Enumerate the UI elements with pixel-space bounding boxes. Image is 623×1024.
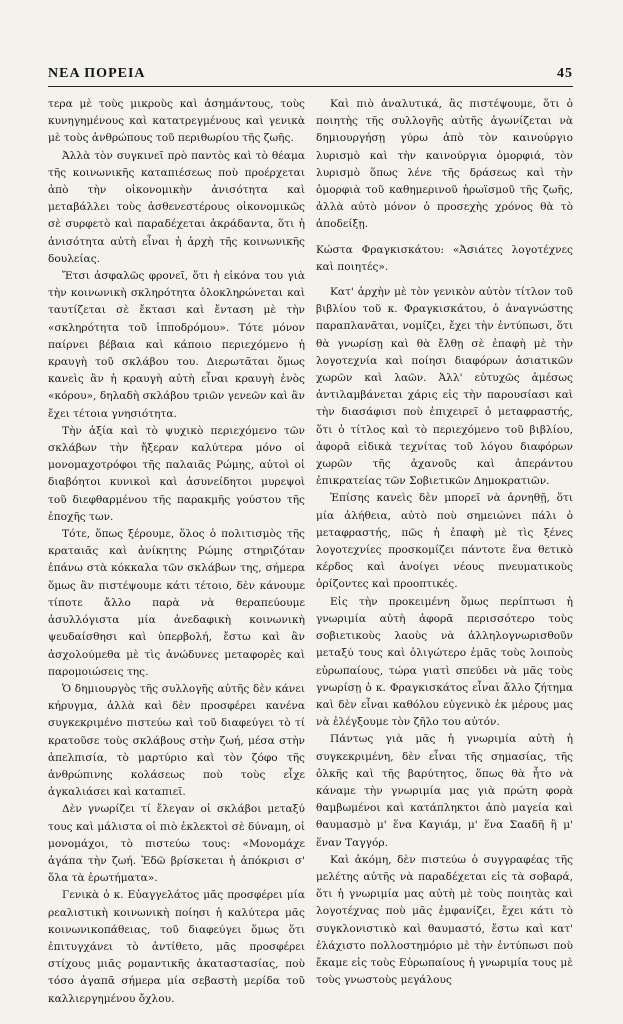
right-paragraph-1: Καὶ πιὸ ἀναλυτικά, ἂς πιστέψουμε, ὅτι ὁ ποιητὴς τῆς συλλογῆς αὐτῆς ἀγωνίζεται νὰ δημιουργήσῃ γύρω ἀπὸ τὸν καινούργιο λυρισμὸ καὶ τὴν καινούργια ὁμορφιά, τὸν λυρισμὸ ὅπως λένε τῆς δράσεως καὶ τὴν ὁμορφιὰ τοῦ καθημερινοῦ ἡρωϊσμοῦ τῆς ζωῆς, ἀλλὰ αὐτὸ μόνον ὁ προσεχὴς χρόνος θὰ τὸ ἀποδείξῃ. <box>316 98 573 231</box>
left-paragraph-6: Ὁ δημιουργὸς τῆς συλλογῆς αὐτῆς δὲν κάνει κήρυγμα, ἀλλὰ καὶ δὲν προσφέρει κανένα συγκεκριμένο πιστεύω καὶ τοῦ διαφεύγει τὸ τί κρατοῦσε τοὺς σκλάβους στὴν ζωή, μέσα στὴν ἀπελπισία, τὸ μαρτύριο καὶ τὸν ζόφο τῆς ἀνθρώπινης κολάσεως ποὺ τοὺς εἶχε ἀγκαλιάσει καὶ καταπιεῖ. <box>48 682 305 799</box>
right-paragraph-4: Εἰς τὴν προκειμένη ὅμως περίπτωσι ἡ γνωριμία αὐτὴ ἀφορᾶ περισσότερο τοὺς σοβιετικοὺς λαοὺς νὰ ἀλληλογνωρισθοῦν μεταξύ τους καὶ ὀλιγώτερο ἐμᾶς τοὺς λοιποὺς εὐρωπαίους, τώρα γιατὶ σπεύδει νὰ μᾶς τοὺς γνωρίσῃ ὁ κ. Φραγκισκάτος εἶναι ἄλλο ζήτημα καὶ δὲν εἶναι καθόλου εὐγενικὸ ἐκ μέρους μας νὰ ἐλέγξουμε τὸν ζῆλο του αὐτόν. <box>316 595 573 729</box>
right-paragraph-2: Κατ' ἀρχὴν μὲ τὸν γενικὸν αὐτὸν τίτλον τοῦ βιβλίου τοῦ κ. Φραγκισκάτου, ὁ ἀναγνώστης παραπλανᾶται, νομίζει, ἔχει τὴν ἐντύπωσι, ὅτι θὰ γνωρίσῃ καὶ θὰ ἔλθῃ σὲ ἐπαφὴ μὲ τὴν λογοτεχνία καὶ ποίησι διαφόρων ἀσιατικῶν χωρῶν καὶ λαῶν. Ἀλλ' εὐτυχῶς ἀμέσως ἀντιλαμβάνεται χάρις εἰς τὴν παρουσίασι καὶ τὴν διασάφισι ποὺ ἐπιχειρεῖ ὁ μεταφραστής, ὅτι ὁ τίτλος καὶ τὸ περιεχόμενο τοῦ βιβλίου, ἀφορᾶ εἰδικὰ τεχνίτας τοῦ λόγου διαφόρων χωρῶν τῆς ἀχανοῦς καὶ ἀπεράντου ἐπικρατείας τῶν Σοβιετικῶν Δημοκρατιῶν. <box>316 286 573 488</box>
right-paragraph-3: Ἐπίσης κανεὶς δὲν μπορεῖ νὰ ἀρνηθῇ, ὅτι μία ἀλήθεια, αὐτὸ ποὺ σημειώνει πάλι ὁ μεταφραστής, πῶς ἡ ἐπαφὴ μὲ τὶς ξένες λογοτεχνίες προσκομίζει πάντοτε ἕνα θετικὸ κέρδος καὶ ἀνοίγει νέους πνευματικοὺς ὁρίζοντες καὶ προοπτικές. <box>316 492 573 591</box>
left-column <box>48 96 305 1008</box>
left-paragraph-3: Ἔτσι ἀσφαλῶς φρονεῖ, ὅτι ἡ εἰκόνα του γιὰ τὴν κοινωνικὴ σκληρότητα ὁλοκληρώνεται καὶ ταυτίζεται σὲ ἔκτασι καὶ ἔνταση μὲ τὴν «σκληρότητα τοῦ ἱπποδρόμου». Τότε μόνον παίρνει βέβαια καὶ κάποιο περιεχόμενο ἡ κραυγὴ τοῦ σκλάβου του. Διερωτᾶται ὅμως κανεὶς ἂν ἡ κραυγὴ αὐτὴ εἶναι κραυγὴ ἑνὸς «κόρου», δηλαδὴ σκλάβου τριῶν γενεῶν καὶ ἂν ἔχει τέτοια γνησιότητα. <box>48 270 305 420</box>
left-paragraph-2: Ἀλλὰ τὸν συγκινεῖ πρὸ παντὸς καὶ τὸ θέαμα τῆς κοινωνικῆς καταπιέσεως ποὺ προέρχεται ἀπὸ τὴν οἰκονομικὴν ἀνισότητα καὶ μεταβάλλει τοὺς ἀσθενεστέρους οἰκονομικῶς σὲ συρφετὸ καὶ παραδέχεται ἀκράδαντα, ὅτι ἡ ἀνισότητα αὐτὴ εἶναι ἡ ἀρχὴ τῆς κοινωνικῆς δουλείας. <box>48 149 305 265</box>
page-number: 45 <box>557 66 573 81</box>
review-heading: Κώστα Φραγκισκάτου: «Ἀσιάτες λογοτέχνες καὶ ποιητές». <box>316 243 573 273</box>
right-column <box>316 96 573 989</box>
running-head <box>48 60 573 87</box>
journal-title: ΝΕΑ ΠΟΡΕΙΑ <box>48 66 146 81</box>
left-paragraph-4: Τὴν ἀξία καὶ τὸ ψυχικὸ περιεχόμενο τῶν σκλάβων τὴν ἤξεραν καλύτερα μόνο οἱ μονομαχοτρόφοι τῆς παλαιᾶς Ρώμης, αὐτοὶ οἱ διαβόητοι κυνικοὶ καὶ ἀσυνείδητοι μυρεψοὶ τοῦ διεφθαρμένου τῆς παρακμῆς γούστου τῆς ἐποχῆς των. <box>48 424 305 523</box>
left-paragraph-5: Τότε, ὅπως ξέρουμε, ὅλος ὁ πολιτισμὸς τῆς κραταιᾶς καὶ ἀνίκητης Ρώμης στηριζόταν ἐπάνω στὰ κόκκαλα τῶν σκλάβων της, σήμερα ὅμως ἂν πιστέψουμε κάτι τέτοιο, δὲν κάνουμε τίποτε ἄλλο παρὰ νὰ θεραπεύουμε ἀσυλλόγιστα μία ἀνεδαφικὴ κοινωνικὴ ψευδαίσθησι καὶ ὑπερβολή, ἔστω καὶ ἂν ἀσχολούμεθα μὲ τὶς ἀνώδυνες μεταφορὲς καὶ παρομοιώσεις της. <box>48 528 305 678</box>
left-paragraph-8: Γενικὰ ὁ κ. Εὐαγγελάτος μᾶς προσφέρει μία ρεαλιστικὴ κοινωνικὴ ποίησι ἡ καλύτερα μᾶς κοινωνικοπάθειας, τοῦ διαφεύγει ὅμως ὅτι ἐπιτυγχάνει τὸ ἀντίθετο, μᾶς προσφέρει στίχους μιᾶς ρομαντικῆς ἀκαταστασίας, ποὺ τόσο ἀγαπᾶ σήμερα μία σεβαστὴ μερίδα τοῦ καλλιεργημένου ὄχλου. <box>48 889 305 1005</box>
left-paragraph-7: Δὲν γνωρίζει τί ἔλεγαν οἱ σκλάβοι μεταξύ τους καὶ μάλιστα οἱ πιὸ ἐκλεκτοὶ σὲ δύναμη, οἱ μονομάχοι, τὸ πιστεύω τους: «Μονομάχε ἀγάπα τὴν ζωή. Ἐδῶ βρίσκεται ἡ ἀπόκρισι σ' ὅλα τὰ ἐρωτήματα». <box>48 803 305 885</box>
right-paragraph-6: Καὶ ἀκόμη, δὲν πιστεύω ὁ συγγραφέας τῆς μελέτης αὐτῆς νὰ παραδέχεται εἰς τὰ σοβαρά, ὅτι ἡ γνωριμία μας αὐτὴ μὲ τοὺς ποιητὰς καὶ λογοτέχνας ποὺ μᾶς ἐμφανίζει, ἔχει κάτι τὸ συγκλονιστικὸ καὶ θαυμαστό, ἔστω καὶ κατ' ἐλάχιστο πολλοστημόριο μὲ τὴν ἐντύπωσι ποὺ ἔκαμε εἰς τοὺς Εὐρωπαίους ἡ γνωριμία τους μὲ τοὺς γνωστοὺς μεγάλους <box>316 853 573 987</box>
right-paragraph-5: Πάντως γιὰ μᾶς ἡ γνωριμία αὐτὴ ἡ συγκεκριμένη, δὲν εἶναι τῆς σημασίας, τῆς ὁλκῆς καὶ τῆς βαρύτητος, ὅπως θὰ ἦτο νὰ κάναμε τὴν γνωριμία μας γιὰ πρώτη φορὰ θαμβωμένοι καὶ κατάπληκτοι ἀπὸ μαγεία καὶ θαυμασμὸ μ' ἕνα Καγιάμ, μ' ἕνα Σααδῆ ἢ μ' ἕναν Ταγγόρ. <box>316 733 573 849</box>
left-paragraph-1: τερα μὲ τοὺς μικροὺς καὶ ἀσημάντους, τοὺς κυνηγημένους καὶ κατατρεγμένους καὶ γενικὰ μὲ τοὺς ἀνθρώπους τοῦ περιθωρίου τῆς ζωῆς. <box>48 98 305 145</box>
